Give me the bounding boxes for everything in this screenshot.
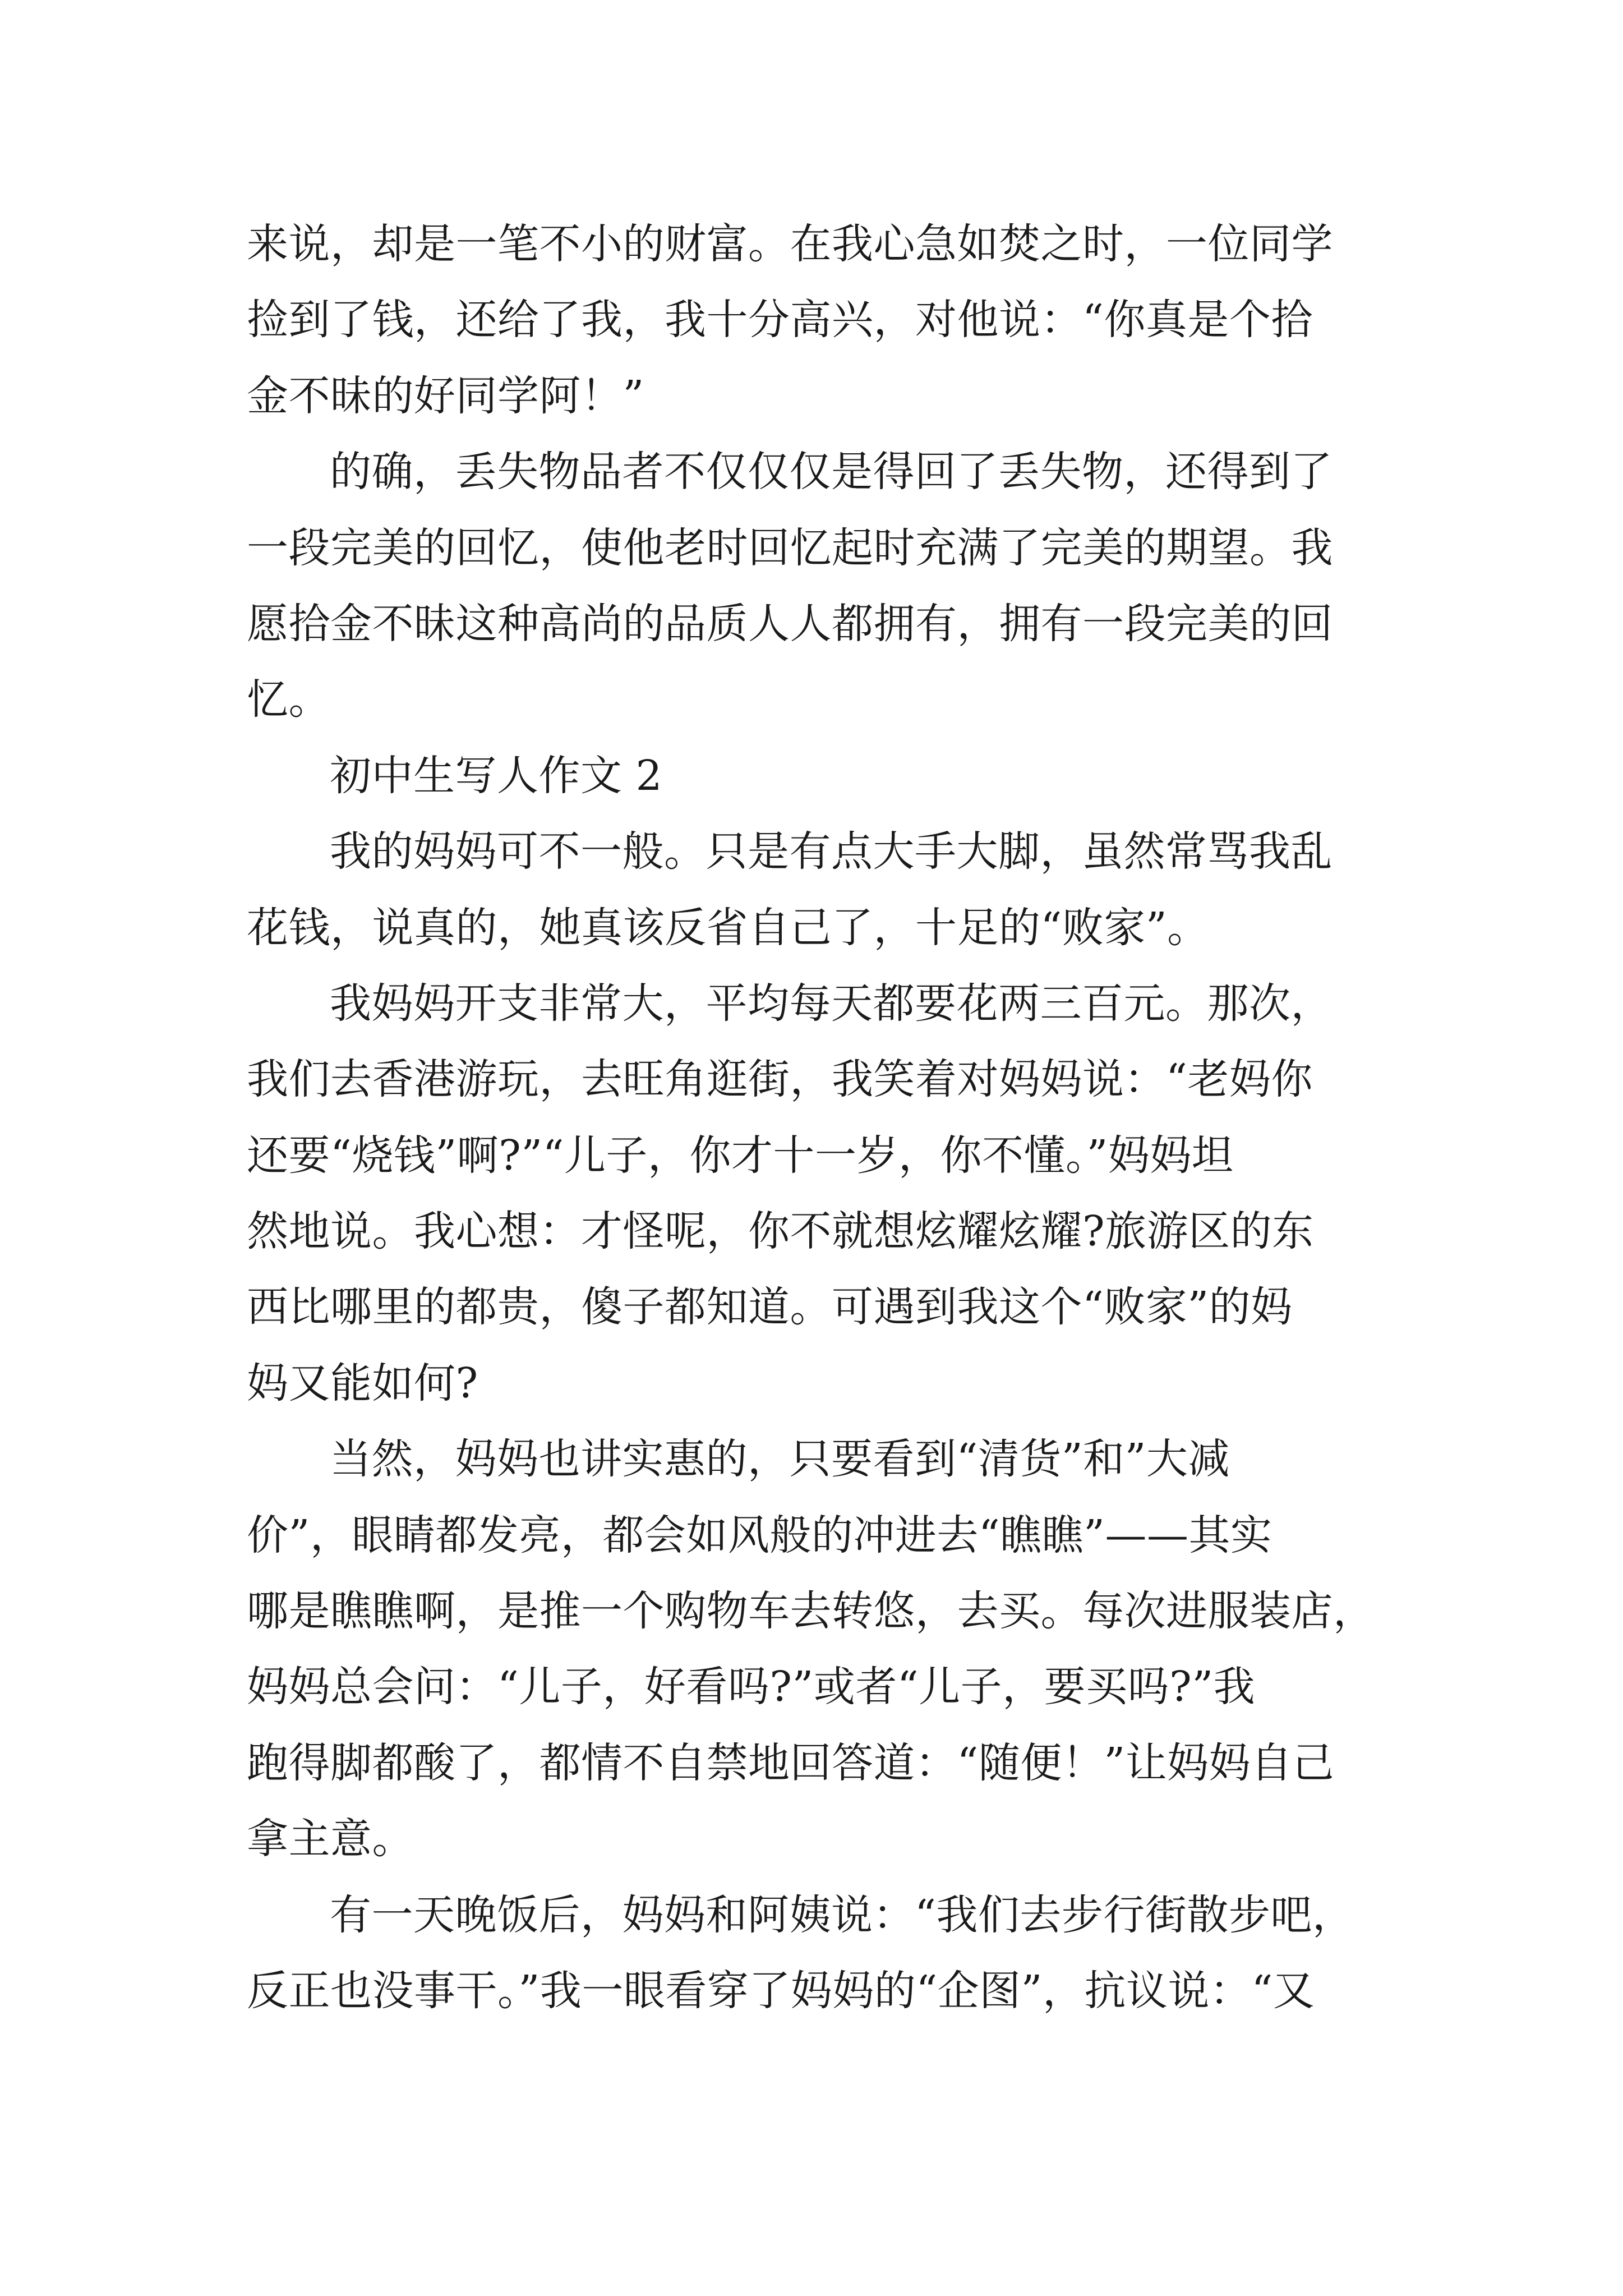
text-line: 跑得脚都酸了，都情不自禁地回答道：“随便！”让妈妈自己 xyxy=(247,1738,1335,1787)
text-line: 来说，却是一笔不小的财富。在我心急如焚之时，一位同学 xyxy=(247,220,1333,268)
text-line: 妈又能如何? xyxy=(247,1359,478,1407)
text-line: 有一天晚饭后，妈妈和阿姨说：“我们去步行街散步吧， xyxy=(330,1890,1354,1939)
paragraph xyxy=(247,966,1385,1421)
paragraph xyxy=(247,434,1385,738)
text-line: 拿主意。 xyxy=(247,1815,414,1864)
text-line: 反正也没事干。”我一眼看穿了妈妈的“企图”，抗议说：“又 xyxy=(247,1966,1315,2015)
text-line: 妈妈总会问：“儿子，好看吗?”或者“儿子，要买吗?”我 xyxy=(247,1663,1256,1711)
text-line: 初中生写人作文 2 xyxy=(330,751,663,800)
text-line: 的确，丢失物品者不仅仅仅是得回了丢失物，还得到了 xyxy=(330,448,1332,496)
text-line: 西比哪里的都贵，傻子都知道。可遇到我这个“败家”的妈 xyxy=(247,1283,1293,1332)
text-line: 愿拾金不昧这种高尚的品质人人都拥有，拥有一段完美的回 xyxy=(247,599,1333,648)
text-line: 当然，妈妈也讲实惠的，只要看到“清货”和”大减 xyxy=(330,1435,1230,1484)
text-line: 金不昧的好同学阿！” xyxy=(247,371,644,420)
document-body xyxy=(247,206,1385,2029)
text-line: 我们去香港游玩，去旺角逛街，我笑着对妈妈说：“老妈你 xyxy=(247,1055,1313,1104)
paragraph xyxy=(247,814,1385,966)
text-line: 哪是瞧瞧啊，是推一个购物车去转悠，去买。每次进服装店， xyxy=(247,1587,1375,1636)
text-line: 一段完美的回忆，使他老时回忆起时充满了完美的期望。我 xyxy=(247,523,1333,572)
text-line: 忆。 xyxy=(247,675,330,724)
text-line: 我的妈妈可不一般。只是有点大手大脚，虽然常骂我乱 xyxy=(330,827,1332,876)
text-line: 然地说。我心想：才怪呢，你不就想炫耀炫耀?旅游区的东 xyxy=(247,1207,1314,1256)
text-line: 花钱，说真的，她真该反省自己了，十足的“败家”。 xyxy=(247,903,1209,952)
text-line: 价”，眼睛都发亮，都会如风般的冲进去“瞧瞧”——其实 xyxy=(247,1511,1272,1559)
paragraph xyxy=(247,206,1385,434)
paragraph xyxy=(247,1878,1385,2030)
paragraph xyxy=(247,738,1385,814)
text-line: 捡到了钱，还给了我，我十分高兴，对他说：“你真是个拾 xyxy=(247,296,1313,344)
paragraph xyxy=(247,1421,1385,1877)
text-line: 还要“烧钱”啊?”“儿子，你才十一岁，你不懂。”妈妈坦 xyxy=(247,1131,1234,1180)
text-line: 我妈妈开支非常大，平均每天都要花两三百元。那次， xyxy=(330,979,1332,1028)
